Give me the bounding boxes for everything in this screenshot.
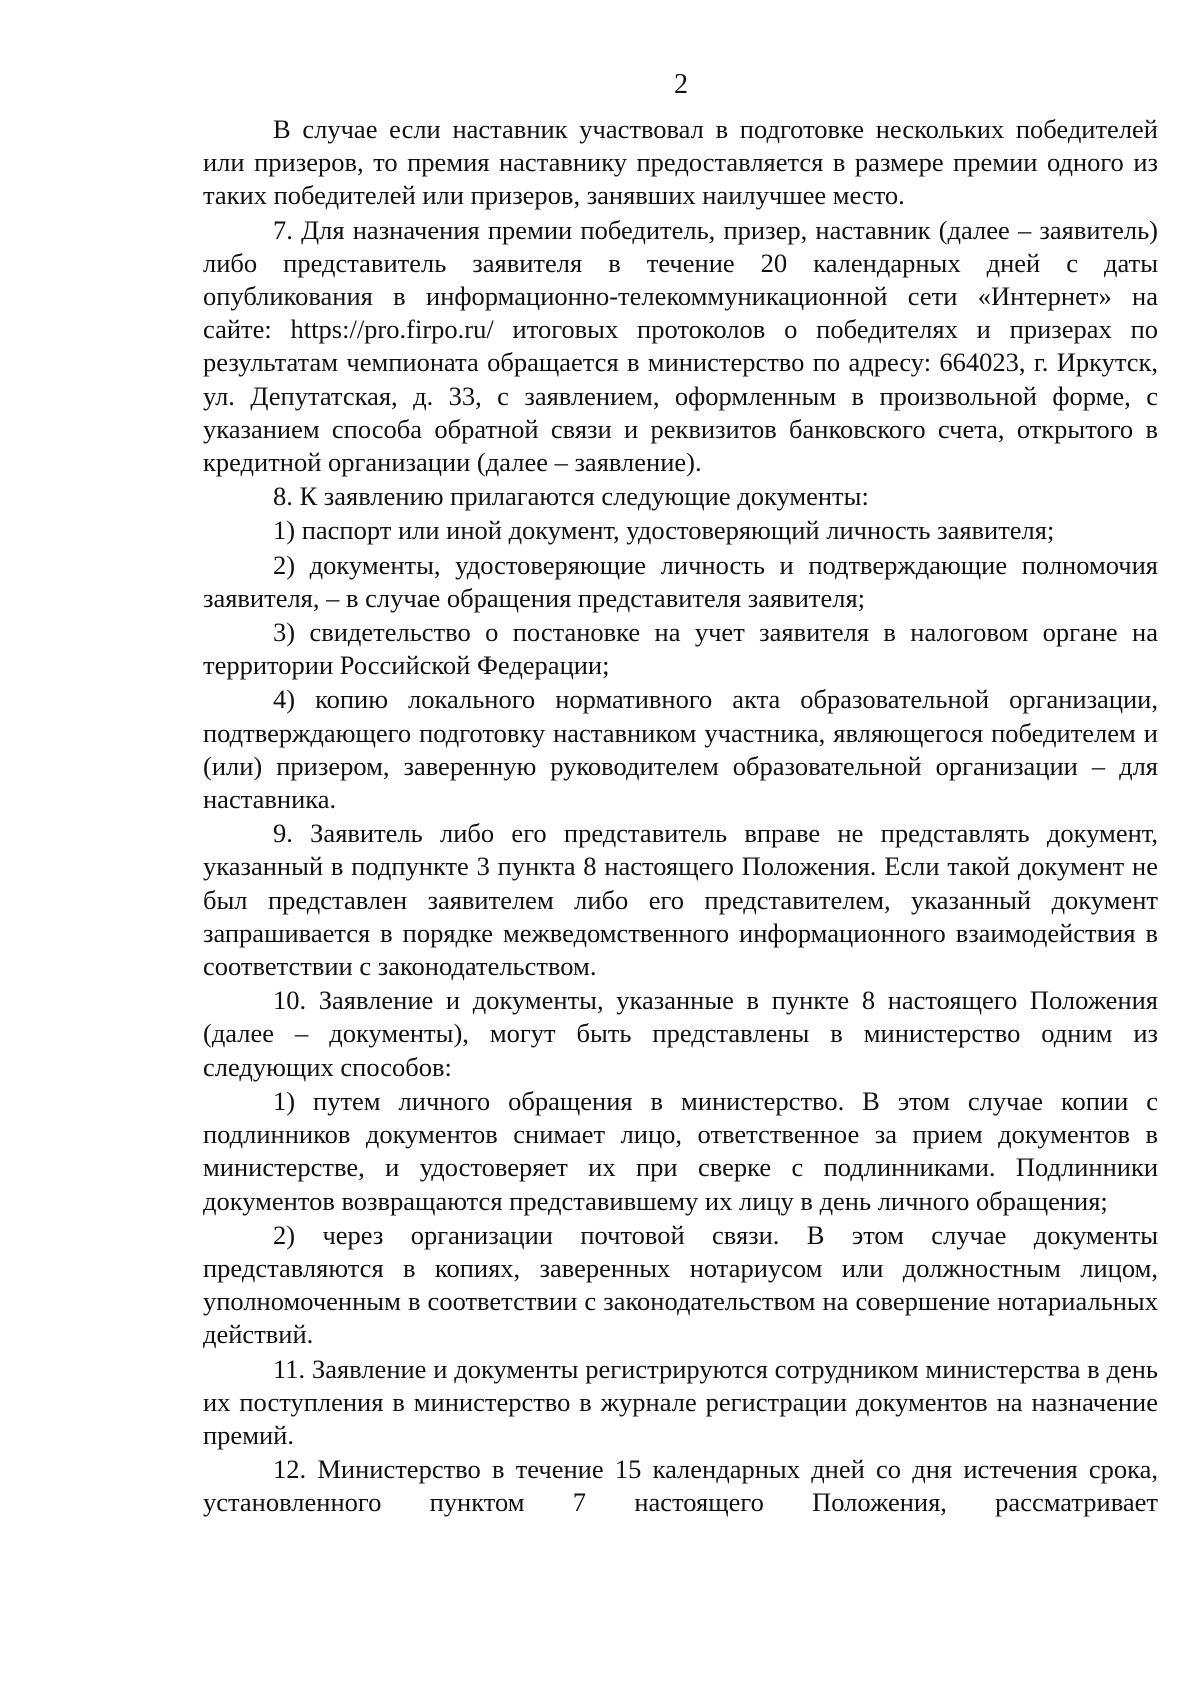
paragraph-item-8-1: 1) паспорт или иной документ, удостоверяющий личность заявителя; (273, 515, 1055, 546)
paragraph-item-8-3: 3) свидетельство о постановке на учет заявителя в налоговом органе на территории Российской Федерации; (203, 617, 1158, 681)
paragraph-mentor-prize: В случае если наставник участвовал в подготовке нескольких победителей или призеров, то премия наставнику предоставляется в размере премии одного из таких победителей или призеров, занявших наилучшее место. (203, 114, 1158, 211)
paragraph-item-10-2: 2) через организации почтовой связи. В этом случае документы представляются в копиях, заверенных нотариусом или должностным лицом, уполномоченным в соответствии с законодательством на совершение нотариальных действий. (203, 1219, 1158, 1350)
paragraph-item-7: 7. Для назначения премии победитель, призер, наставник (далее – заявитель) либо представитель заявителя в течение 20 календарных дней с даты опубликования в информационно-телекоммуникационной сети «Интернет» на сайте: https://pro.firpo.ru/ итоговых протоколов о победителях и призерах по результатам чемпионата обращается в министерство по адресу: 664023, г. Иркутск, ул. Депутатская, д. 33, с заявлением, оформленным в произвольной форме, с указанием способа обратной связи и реквизитов банковского счета, открытого в кредитной организации (далее – заявление). (203, 214, 1158, 478)
paragraph-item-10-1: 1) путем личного обращения в министерство. В этом случае копии с подлинников документов снимает лицо, ответственное за прием документов в министерстве, и удостоверяет их при сверке с подлинниками. Подлинники документов возвращаются представившему их лицу в день личного обращения; (203, 1085, 1158, 1216)
paragraph-item-8-4: 4) копию локального нормативного акта образовательной организации, подтверждающего подготовку наставником участника, являющегося победителем и (или) призером, заверенную руководителем образовательной организации – для наставника. (203, 684, 1158, 815)
page-number: 2 (674, 69, 688, 100)
paragraph-item-8: 8. К заявлению прилагаются следующие документы: (273, 481, 869, 512)
paragraph-item-12: 12. Министерство в течение 15 календарных дней со дня истечения срока, установленного пунктом 7 настоящего Положения, рассматривает (203, 1454, 1158, 1518)
paragraph-item-11: 11. Заявление и документы регистрируются сотрудником министерства в день их поступления в министерство в журнале регистрации документов на назначение премий. (203, 1353, 1158, 1450)
paragraph-item-8-2: 2) документы, удостоверяющие личность и подтверждающие полномочия заявителя, – в случае обращения представителя заявителя; (203, 549, 1158, 613)
paragraph-item-9: 9. Заявитель либо его представитель вправе не представлять документ, указанный в подпункте 3 пункта 8 настоящего Положения. Если такой документ не был представлен заявителем либо его представителем, указанный документ запрашивается в порядке межведомственного информационного взаимодействия в соответствии с законодательством. (203, 818, 1158, 982)
document-body (203, 113, 1158, 1521)
paragraph-item-10: 10. Заявление и документы, указанные в пункте 8 настоящего Положения (далее – документы), могут быть представлены в министерство одним из следующих способов: (203, 985, 1158, 1082)
